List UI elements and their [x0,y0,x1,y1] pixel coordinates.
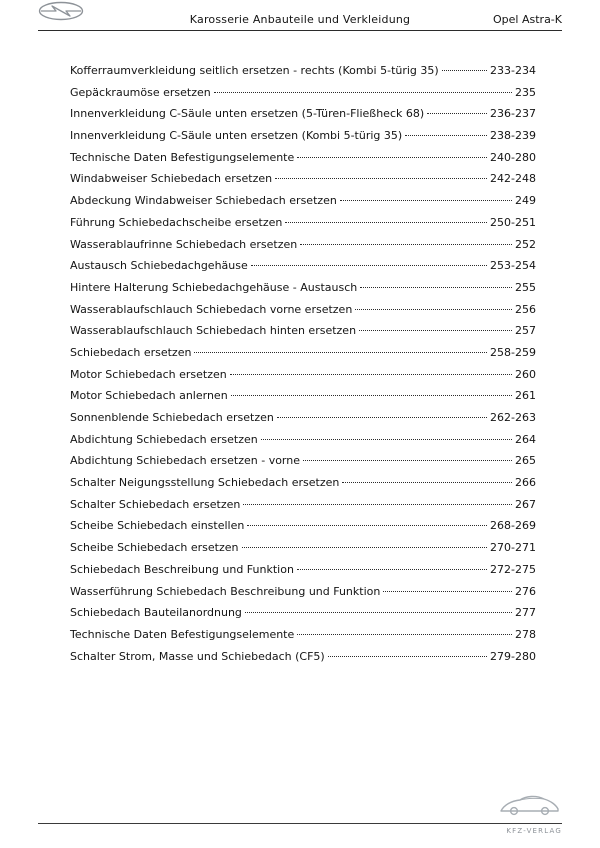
page-footer [38,823,562,835]
toc-entry-label: Schalter Strom, Masse und Schiebedach (CF5) [70,649,325,663]
toc-entry [70,429,536,451]
toc-entry [70,234,536,256]
toc-entry [70,190,536,212]
toc-entry-pages: 276 [515,584,536,598]
toc-entry [70,515,536,537]
toc-entry [70,60,536,82]
toc-entry [70,494,536,516]
toc-entry-label: Hintere Halterung Schiebedachgehäuse - Austausch [70,280,358,294]
toc-entry-label: Innenverkleidung C-Säule unten ersetzen (Kombi 5-türig 35) [70,129,403,143]
dotted-leader [303,460,512,461]
toc-entry [70,450,536,472]
toc-entry-pages: 236-237 [490,107,536,121]
toc-list [70,60,536,667]
toc-entry-pages: 242-248 [490,172,536,186]
toc-entry-pages: 253-254 [490,259,536,273]
dotted-leader [342,482,512,483]
toc-entry-label: Scheibe Schiebedach ersetzen [70,541,239,555]
toc-entry-label: Schiebedach Beschreibung und Funktion [70,562,294,576]
dotted-leader [340,200,512,201]
vehicle-model-label: Opel Astra-K [493,13,562,26]
dotted-leader [261,439,512,440]
dotted-leader [230,374,512,375]
toc-entry-label: Abdichtung Schiebedach ersetzen - vorne [70,454,301,468]
toc-entry [70,646,536,668]
toc-entry [70,255,536,277]
toc-entry [70,537,536,559]
toc-entry-pages: 250-251 [490,215,536,229]
toc-entry-label: Innenverkleidung C-Säule unten ersetzen (5-Türen-Fließheck 68) [70,107,425,121]
toc-entry-label: Motor Schiebedach anlernen [70,389,228,403]
toc-entry-label: Motor Schiebedach ersetzen [70,367,227,381]
toc-entry-pages: 261 [515,389,536,403]
dotted-leader [194,352,487,353]
dotted-leader [247,525,487,526]
dotted-leader [275,178,487,179]
toc-entry [70,212,536,234]
toc-entry [70,320,536,342]
toc-entry [70,277,536,299]
toc-entry-label: Gepäckraumöse ersetzen [70,85,211,99]
toc-entry-pages: 240-280 [490,150,536,164]
toc-entry-label: Technische Daten Befestigungselemente [70,627,295,641]
dotted-leader [442,70,487,71]
dotted-leader [297,634,512,635]
dotted-leader [427,113,487,114]
toc-entry [70,147,536,169]
toc-entry-pages: 279-280 [490,649,536,663]
dotted-leader [297,569,487,570]
toc-entry [70,602,536,624]
toc-entry-pages: 260 [515,367,536,381]
toc-entry [70,364,536,386]
toc-entry-pages: 264 [515,432,536,446]
toc-entry [70,299,536,321]
toc-entry [70,82,536,104]
toc-entry-pages: 256 [515,302,536,316]
kfz-verlag-car-icon [498,793,560,821]
toc-entry-label: Abdichtung Schiebedach ersetzen [70,432,258,446]
toc-entry-label: Technische Daten Befestigungselemente [70,150,295,164]
toc-entry-pages: 267 [515,497,536,511]
toc-entry-pages: 262-263 [490,411,536,424]
toc-entry-label: Wasserführung Schiebedach Beschreibung und Funktion [70,584,381,598]
dotted-leader [328,656,487,657]
toc-entry-label: Windabweiser Schiebedach ersetzen [70,172,273,186]
toc-entry [70,472,536,494]
dotted-leader [405,135,487,136]
toc-entry [70,103,536,125]
toc-entry [70,385,536,407]
toc-entry-label: Schalter Schiebedach ersetzen [70,497,241,511]
dotted-leader [251,265,487,266]
toc-entry-pages: 268-269 [490,519,536,533]
toc-entry-label: Wasserablaufschlauch Schiebedach vorne ersetzen [70,302,353,316]
dotted-leader [383,591,512,592]
toc-entry-label: Sonnenblende Schiebedach ersetzen [70,411,274,424]
toc-entry-pages: 266 [515,476,536,490]
toc-entry-label: Kofferraumverkleidung seitlich ersetzen - rechts (Kombi 5-türig 35) [70,64,439,77]
dotted-leader [214,92,512,93]
toc-entry-pages: 257 [515,324,536,338]
toc-entry [70,624,536,646]
dotted-leader [359,330,512,331]
toc-entry-pages: 272-275 [490,562,536,576]
toc-entry-pages: 249 [515,194,536,208]
dotted-leader [300,244,512,245]
toc-entry-pages: 233-234 [490,64,536,77]
toc-entry-pages: 265 [515,454,536,468]
dotted-leader [285,222,487,223]
publisher-label: KFZ-VERLAG [506,827,562,835]
toc-entry-pages: 277 [515,606,536,620]
opel-logo [38,0,133,26]
toc-entry-label: Austausch Schiebedachgehäuse [70,259,248,273]
toc-entry-pages: 270-271 [490,541,536,555]
toc-entry-label: Wasserablaufrinne Schiebedach ersetzen [70,237,298,251]
page-header [38,0,562,31]
opel-blitz-icon [38,1,84,25]
dotted-leader [243,504,512,505]
toc-entry-pages: 278 [515,627,536,641]
toc-entry-pages: 258-259 [490,345,536,359]
toc-entry-pages: 238-239 [490,129,536,143]
toc-entry-label: Schiebedach ersetzen [70,345,192,359]
toc-entry [70,407,536,429]
toc-entry [70,125,536,147]
dotted-leader [277,417,487,418]
toc-entry-label: Wasserablaufschlauch Schiebedach hinten ersetzen [70,324,357,338]
toc-entry-pages: 235 [515,85,536,99]
dotted-leader [242,547,488,548]
dotted-leader [360,287,512,288]
toc-entry-label: Abdeckung Windabweiser Schiebedach ersetzen [70,194,337,208]
toc-entry [70,559,536,581]
toc-entry [70,342,536,364]
toc-entry-pages: 255 [515,280,536,294]
toc-entry-label: Schalter Neigungsstellung Schiebedach ersetzen [70,476,340,490]
toc-entry-label: Führung Schiebedachscheibe ersetzen [70,215,283,229]
dotted-leader [231,395,512,396]
page-title: Karosserie Anbauteile und Verkleidung [189,13,411,26]
dotted-leader [355,309,512,310]
toc-entry [70,168,536,190]
toc-entry-pages: 252 [515,237,536,251]
toc-entry [70,581,536,603]
dotted-leader [245,612,512,613]
dotted-leader [297,157,487,158]
toc-entry-label: Schiebedach Bauteilanordnung [70,606,242,620]
toc-entry-label: Scheibe Schiebedach einstellen [70,519,245,533]
